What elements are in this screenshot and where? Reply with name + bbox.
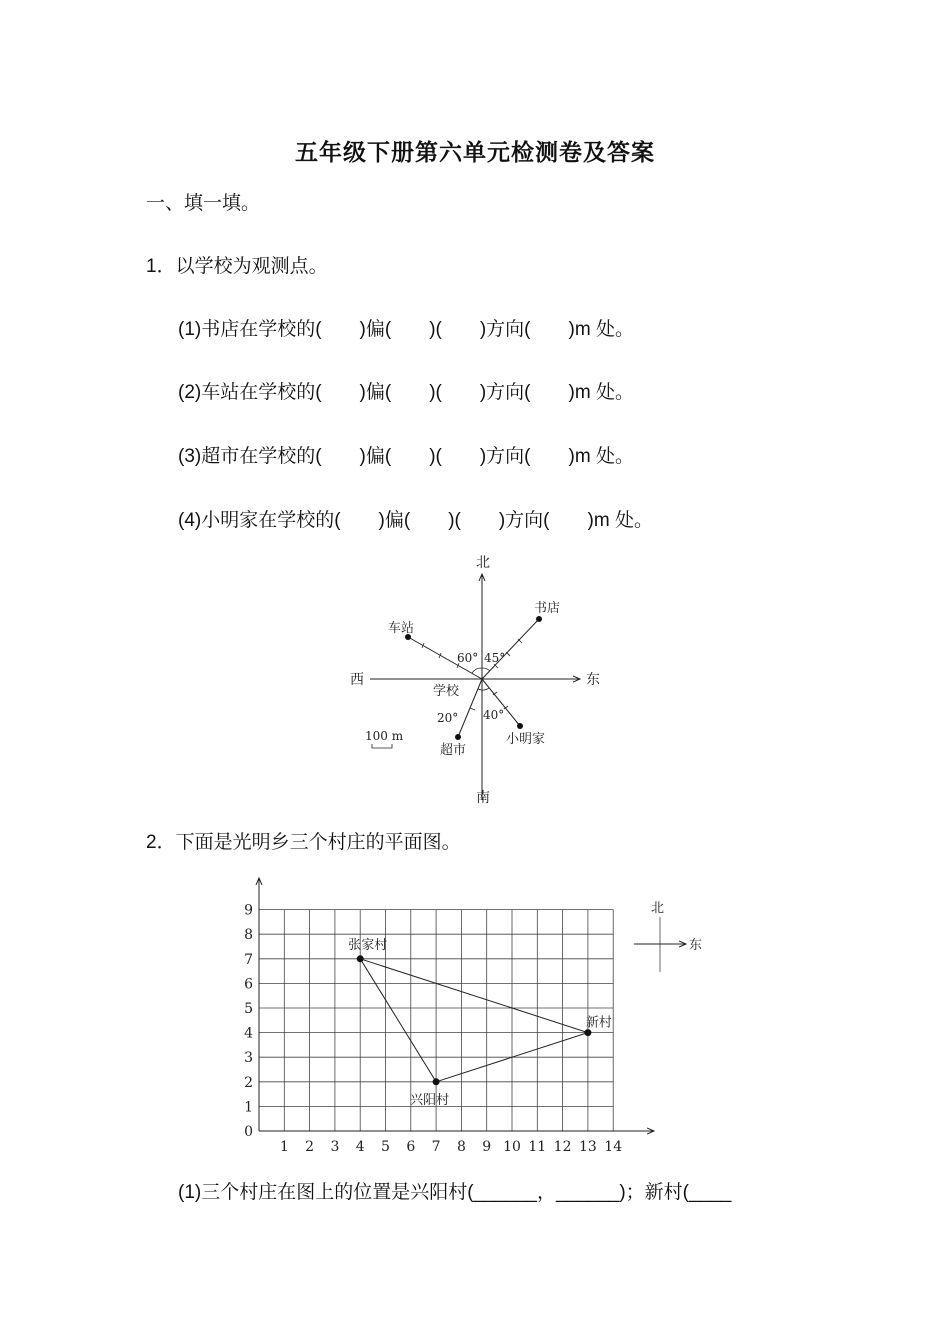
x-tick-label: 6 [406, 1139, 416, 1155]
x-tick-label: 5 [381, 1139, 390, 1155]
x-tick-label: 11 [528, 1139, 547, 1155]
village-point [433, 1078, 440, 1085]
village-point [357, 955, 364, 962]
angle-45: 45° [484, 651, 506, 665]
x-tick-label: 4 [355, 1139, 365, 1155]
scale-label: 100 m [365, 729, 404, 743]
angle-60: 60° [457, 651, 479, 665]
section-heading: 一、填一填。 [146, 193, 261, 214]
y-tick-label: 7 [244, 951, 253, 968]
y-tick-label: 0 [244, 1124, 253, 1140]
y-tick-label: 1 [244, 1099, 253, 1116]
supermarket-label: 超市 [440, 743, 467, 758]
question-2-label: 2．下面是光明乡三个村庄的平面图。 [146, 832, 461, 853]
north-label: 北 [476, 555, 490, 571]
bookstore-label: 书店 [534, 601, 561, 616]
y-tick-label: 3 [244, 1050, 253, 1067]
compass-east-label: 东 [689, 938, 703, 953]
south-label: 南 [476, 790, 490, 806]
home-label: 小明家 [506, 732, 546, 747]
school-label: 学校 [433, 684, 460, 699]
page-title: 五年级下册第六单元检测卷及答案 [295, 139, 655, 165]
supermarket-point [455, 734, 461, 740]
angle-20: 20° [437, 711, 459, 725]
bookstore-point [536, 616, 542, 622]
x-tick-label: 10 [503, 1139, 521, 1155]
question-1-label: 1．以学校为观测点。 [146, 256, 328, 277]
west-label: 西 [350, 672, 364, 688]
compass-north-label: 北 [651, 901, 665, 916]
direction-diagram [340, 552, 610, 807]
village-triangle [360, 959, 588, 1082]
x-tick-label: 7 [431, 1139, 441, 1155]
village-grid-map [236, 872, 726, 1162]
y-tick-label: 5 [244, 1001, 253, 1017]
question-1-item-4: (4)小明家在学校的( )偏( )( )方向( )m 处。 [178, 510, 653, 531]
home-point [517, 723, 523, 729]
x-tick-label: 14 [604, 1139, 623, 1155]
y-tick-label: 8 [244, 927, 253, 944]
station-label: 车站 [388, 621, 415, 636]
angle-40: 40° [483, 708, 505, 722]
x-tick-label: 1 [279, 1139, 289, 1155]
x-tick-label: 2 [305, 1139, 315, 1155]
y-tick-label: 2 [244, 1074, 253, 1091]
village-label: 兴阳村 [410, 1092, 450, 1108]
question-2-sub-1: (1)三个村庄在图上的位置是兴阳村(______，______)；新村(____ [178, 1182, 732, 1203]
question-1-item-2: (2)车站在学校的( )偏( )( )方向( )m 处。 [178, 382, 634, 403]
x-tick-label: 9 [482, 1139, 492, 1155]
east-label: 东 [586, 672, 600, 688]
x-tick-label: 12 [553, 1139, 572, 1155]
scale-bar [372, 744, 392, 748]
x-tick-label: 13 [578, 1139, 597, 1155]
y-tick-label: 9 [244, 902, 253, 919]
x-tick-label: 3 [330, 1139, 340, 1155]
village-label: 新村 [585, 1015, 612, 1031]
ray-bookstore [482, 619, 539, 679]
y-tick-label: 6 [244, 976, 253, 993]
village-label: 张家村 [348, 937, 388, 953]
question-1-item-3: (3)超市在学校的( )偏( )( )方向( )m 处。 [178, 446, 634, 467]
question-1-item-1: (1)书店在学校的( )偏( )( )方向( )m 处。 [178, 319, 634, 340]
y-tick-label: 4 [244, 1025, 253, 1042]
x-tick-label: 8 [456, 1139, 466, 1155]
